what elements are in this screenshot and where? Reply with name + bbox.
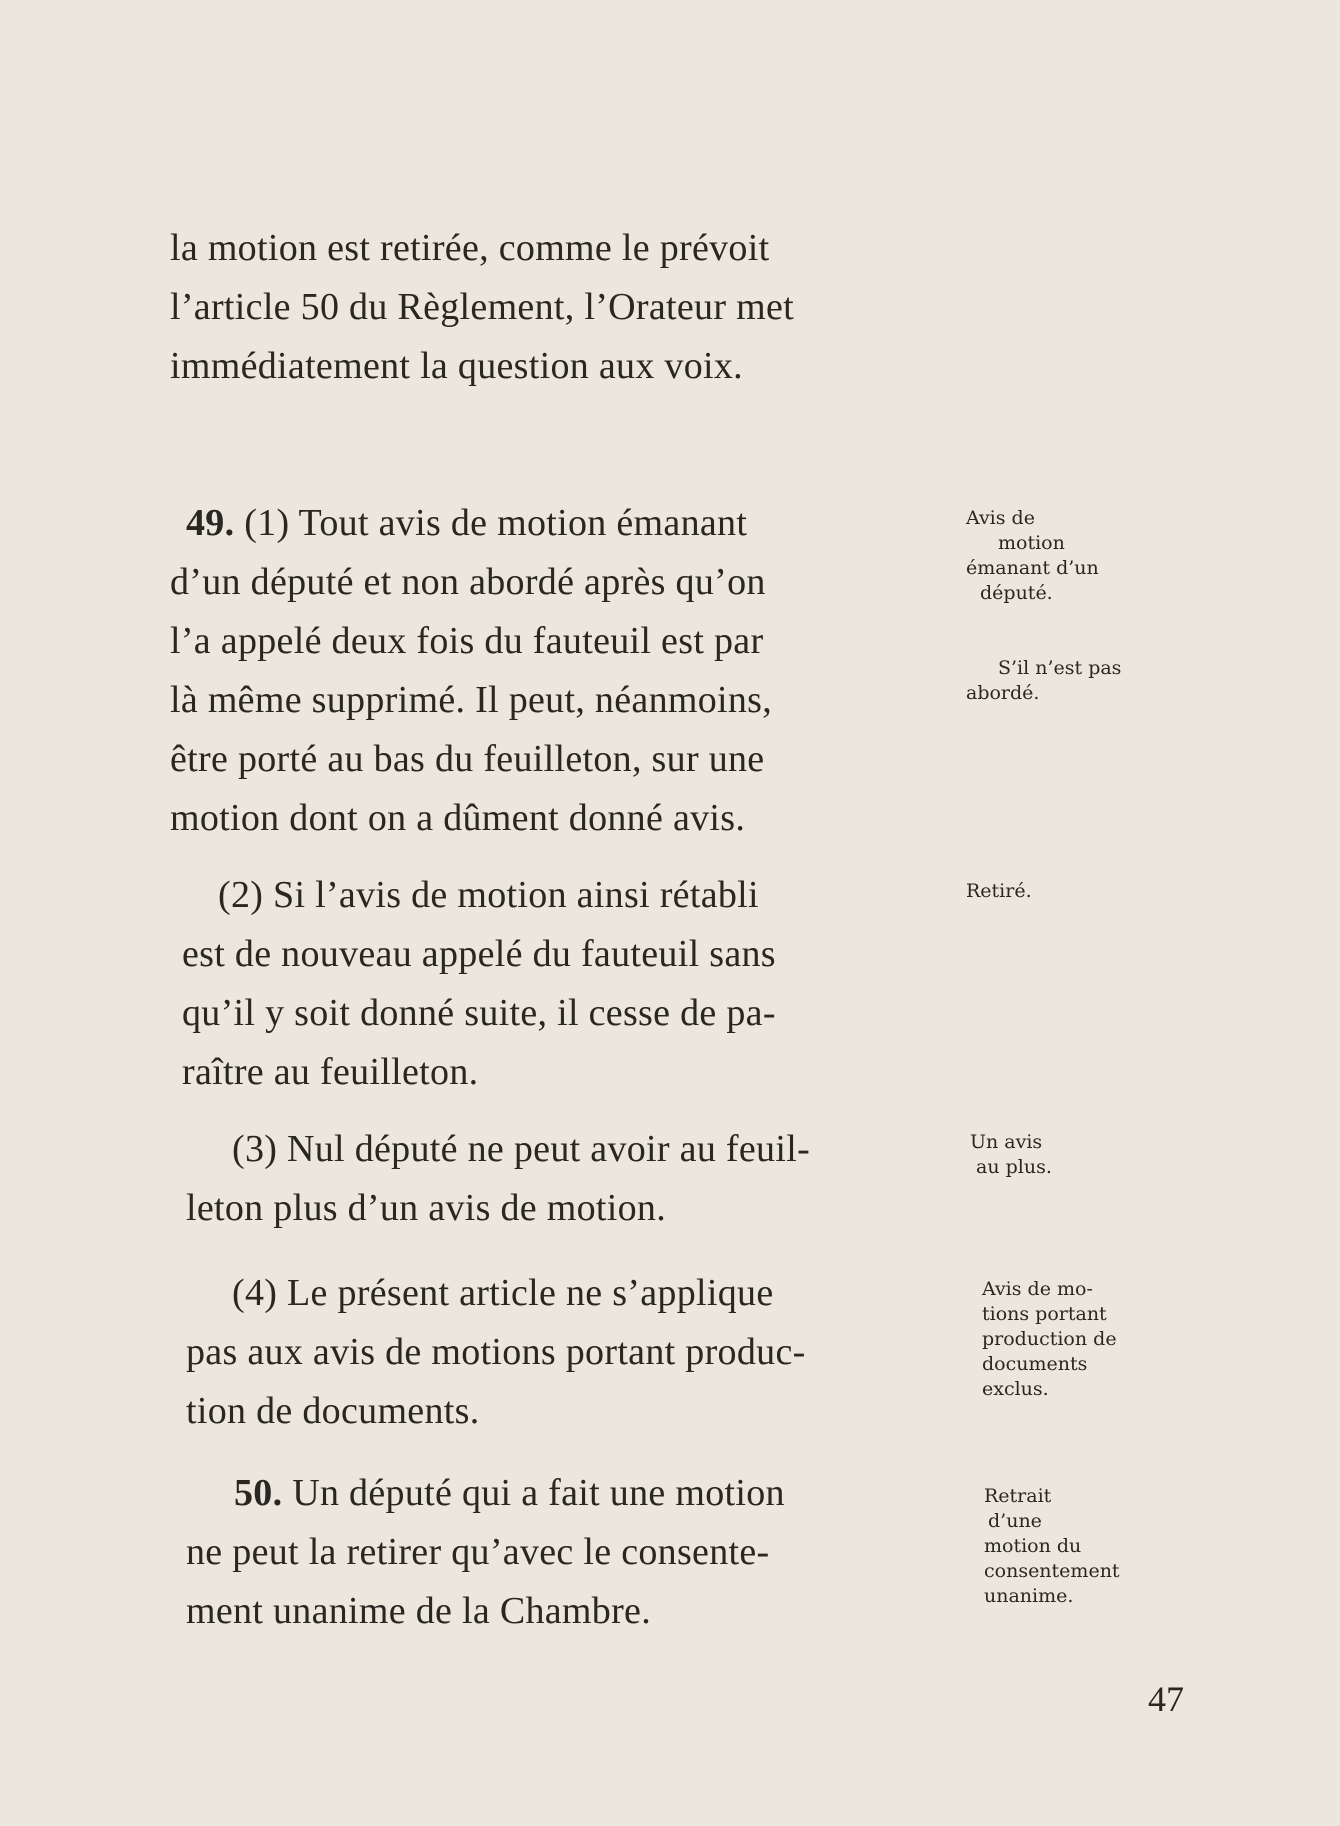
text-line: la motion est retirée, comme le prévoit	[170, 227, 770, 269]
article-49-paragraph-4	[186, 1264, 806, 1441]
text-line: là même supprimé. Il peut, néanmoins,	[170, 679, 773, 721]
top-paragraph	[170, 219, 794, 396]
text-line: raître au feuilleton.	[182, 1051, 479, 1093]
note-line: exclus.	[982, 1378, 1049, 1400]
text-line	[170, 494, 772, 553]
note-line: motion du	[984, 1535, 1082, 1557]
margin-note-non-aborde	[966, 656, 1121, 706]
article-49-paragraph-2	[182, 866, 776, 1102]
text-line: (2) Si l’avis de motion ainsi rétabli	[218, 874, 759, 916]
note-line: production de	[982, 1328, 1117, 1350]
text-line: pas aux avis de motions portant produc-	[186, 1331, 806, 1373]
note-line: au plus.	[976, 1156, 1052, 1178]
margin-note-exclus	[982, 1277, 1117, 1402]
text-line: l’article 50 du Règlement, l’Orateur met	[170, 286, 794, 328]
note-line: unanime.	[984, 1585, 1074, 1607]
note-line: Retrait	[984, 1485, 1052, 1507]
note-line: émanant d’un	[966, 557, 1099, 579]
article-50-paragraph	[186, 1464, 785, 1641]
note-line: tions portant	[982, 1303, 1107, 1325]
text-line: motion dont on a dûment donné avis.	[170, 797, 746, 839]
text-line: tion de documents.	[186, 1390, 480, 1432]
text-line: (4) Le présent article ne s’applique	[232, 1272, 774, 1314]
note-line: député.	[980, 582, 1053, 604]
text-fragment: (1) Tout avis de motion émanant	[234, 502, 748, 544]
note-line: Retiré.	[966, 880, 1032, 902]
note-line: S’il n’est pas	[998, 657, 1122, 679]
text-line: l’a appelé deux fois du fauteuil est par	[170, 620, 764, 662]
text-line: immédiatement la question aux voix.	[170, 345, 743, 387]
text-line: ne peut la retirer qu’avec le consente-	[186, 1531, 770, 1573]
note-line: Avis de mo-	[982, 1278, 1093, 1300]
margin-note-un-avis	[970, 1130, 1052, 1180]
note-line: documents	[982, 1353, 1088, 1375]
text-line: leton plus d’un avis de motion.	[186, 1187, 667, 1229]
note-line: Un avis	[970, 1131, 1043, 1153]
text-line: être porté au bas du feuilleton, sur une	[170, 738, 765, 780]
article-number: 49.	[186, 502, 235, 544]
note-line: Avis de	[966, 507, 1035, 529]
text-fragment: Un député qui a fait une motion	[282, 1472, 785, 1514]
margin-note-retrait	[984, 1484, 1120, 1609]
note-line: abordé.	[966, 682, 1040, 704]
margin-note-retire	[966, 879, 1032, 904]
text-line: est de nouveau appelé du fauteuil sans	[182, 933, 776, 975]
article-49-paragraph-3	[186, 1120, 810, 1238]
text-line: qu’il y soit donné suite, il cesse de pa-	[182, 992, 776, 1034]
margin-note-avis-emanant	[966, 506, 1099, 606]
note-line: d’une	[988, 1510, 1042, 1532]
article-number: 50.	[234, 1472, 283, 1514]
note-line: motion	[998, 532, 1065, 554]
text-line: (3) Nul député ne peut avoir au feuil-	[232, 1128, 811, 1170]
text-line: d’un député et non abordé après qu’on	[170, 561, 766, 603]
note-line: consentement	[984, 1560, 1120, 1582]
text-line	[186, 1464, 785, 1523]
article-49-paragraph-1	[170, 494, 772, 848]
page-number: 47	[1148, 1679, 1184, 1719]
text-line: ment unanime de la Chambre.	[186, 1590, 652, 1632]
